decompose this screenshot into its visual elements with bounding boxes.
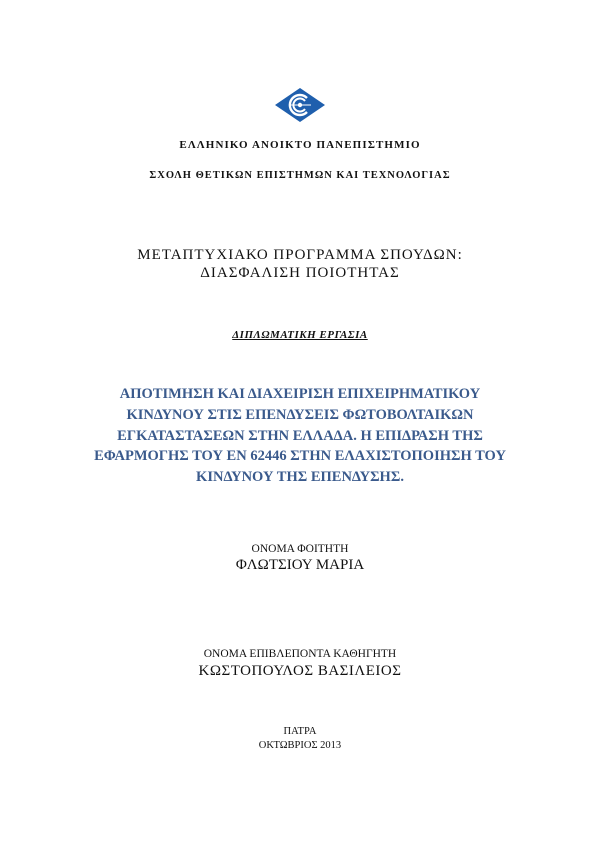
supervisor-label: ΟΝΟΜΑ ΕΠΙΒΛΕΠΟΝΤΑ ΚΑΘΗΓΗΤΗ [203,648,397,660]
school-name: ΣΧΟΛΗ ΘΕΤΙΚΩΝ ΕΠΙΣΤΗΜΩΝ ΚΑΙ ΤΕΧΝΟΛΟΓΙΑΣ [149,170,451,181]
student-label: ΟΝΟΜΑ ΦΟΙΤΗΤΗ [251,543,349,555]
thesis-title-line: ΑΠΟΤΙΜΗΣΗ ΚΑΙ ΔΙΑΧΕΙΡΙΣΗ ΕΠΙΧΕΙΡΗΜΑΤΙΚΟΥ [119,386,481,402]
thesis-label: ΔΙΠΛΩΜΑΤΙΚΗ ΕΡΓΑΣΙΑ [232,329,368,341]
thesis-title-line: ΚΙΝΔΥΝΟΥ ΤΗΣ ΕΠΕΝΔΥΣΗΣ. [196,469,404,485]
program-title-line-2: ΔΙΑΣΦΑΛΙΣΗ ΠΟΙΟΤΗΤΑΣ [200,265,400,281]
university-logo-icon [274,87,326,123]
student-name: ΦΛΩΤΣΙΟΥ ΜΑΡΙΑ [235,557,365,573]
thesis-title-line: ΚΙΝΔΥΝΟΥ ΣΤΙΣ ΕΠΕΝΔΥΣΕΙΣ ΦΩΤΟΒΟΛΤΑΙΚΩΝ [126,407,474,423]
supervisor-name: ΚΩΣΤΟΠΟΥΛΟΣ ΒΑΣΙΛΕΙΟΣ [198,663,402,679]
city: ΠΑΤΡΑ [283,726,317,737]
university-name: ΕΛΛΗΝΙΚΟ ΑΝΟΙΚΤΟ ΠΑΝΕΠΙΣΤΗΜΙΟ [179,139,421,151]
thesis-title-line: ΕΓΚΑΤΑΣΤΑΣΕΩΝ ΣΤΗΝ ΕΛΛΑΔΑ. Η ΕΠΙΔΡΑΣΗ ΤΗΣ [117,428,483,444]
date: ΟΚΤΩΒΡΙΟΣ 2013 [258,740,342,751]
program-title-line-1: ΜΕΤΑΠΤΥΧΙΑΚΟ ΠΡΟΓΡΑΜΜΑ ΣΠΟΥΔΩΝ: [137,247,463,263]
thesis-title-line: ΕΦΑΡΜΟΓΗΣ ΤΟΥ ΕΝ 62446 ΣΤΗΝ ΕΛΑΧΙΣΤΟΠΟΙΗΣΗ ΤΟΥ [94,448,506,464]
